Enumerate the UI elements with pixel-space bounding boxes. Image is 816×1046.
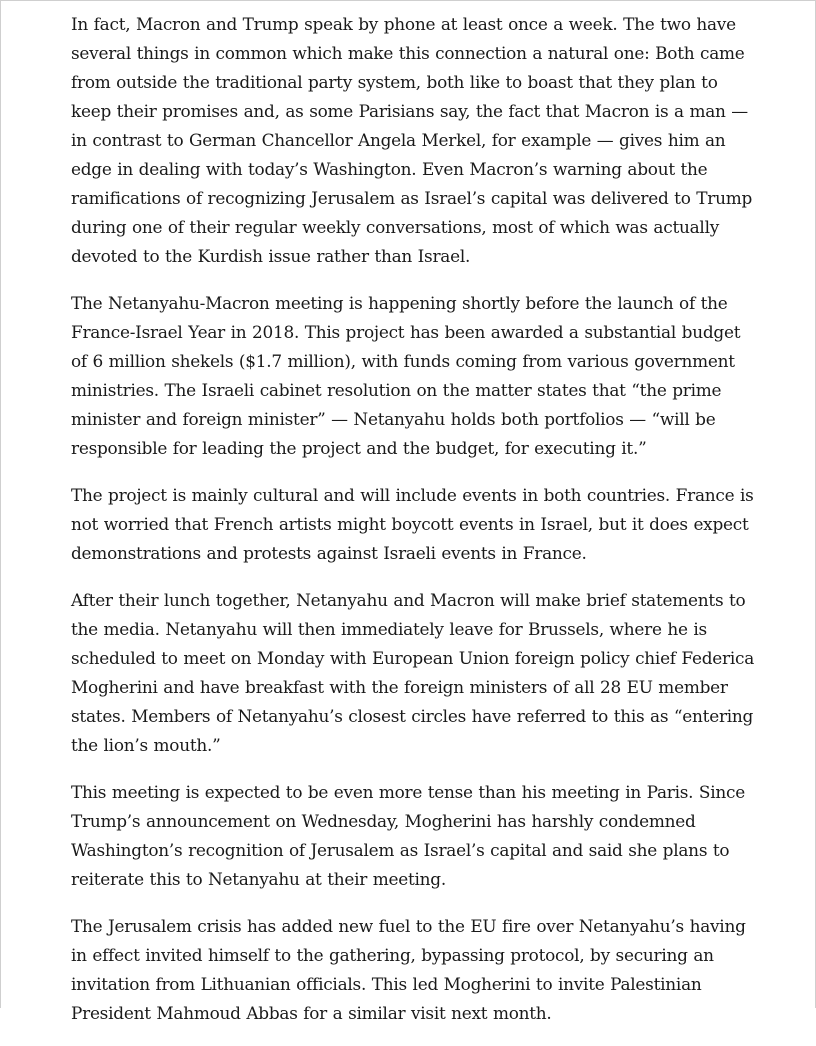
paragraph-cultural-project: The project is mainly cultural and will include events in both countries. France is not worried that French artists might boycott events in Israel, but it does expect demonstrations and protests against Israeli events in France.	[71, 485, 754, 563]
paragraph-france-israel-year: The Netanyahu-Macron meeting is happening shortly before the launch of the France-Israel Year in 2018. This project has been awarded a substantial budget of 6 million shekels ($1.7 million), with funds coming from various government ministries. The Israeli cabinet resolution on the matter states that “the prime minister and foreign minister” — Netanyahu holds both portfolios — “will be responsible for leading the project and the budget, for executing it.”	[71, 293, 741, 458]
article-body	[71, 10, 761, 1046]
paragraph-macron-trump-calls: In fact, Macron and Trump speak by phone at least once a week. The two have several things in common which make this connection a natural one: Both came from outside the traditional party system, both like to boast that they plan to keep their promises and, as some Parisians say, the fact that Macron is a man — in contrast to German Chancellor Angela Merkel, for example — gives him an edge in dealing with today’s Washington. Even Macron’s warning about the ramifications of recognizing Jerusalem as Israel’s capital was delivered to Trump during one of their regular weekly conversations, most of which was actually devoted to the Kurdish issue rather than Israel.	[71, 14, 753, 266]
paragraph-eu-fire: The Jerusalem crisis has added new fuel to the EU fire over Netanyahu’s having in effect invited himself to the gathering, bypassing protocol, by securing an invitation from Lithuanian officials. This led Mogherini to invite Palestinian President Mahmoud Abbas for a similar visit next month.	[71, 916, 746, 1023]
paragraph-brussels-trip: After their lunch together, Netanyahu and Macron will make brief statements to the media. Netanyahu will then immediately leave for Brussels, where he is scheduled to meet on Monday with European Union foreign policy chief Federica Mogherini and have breakfast with the foreign ministers of all 28 EU member states. Members of Netanyahu’s closest circles have referred to this as “entering the lion’s mouth.”	[71, 590, 755, 755]
paragraph-tense-meeting: This meeting is expected to be even more tense than his meeting in Paris. Since Trump’s announcement on Wednesday, Mogherini has harshly condemned Washington’s recognition of Jerusalem as Israel’s capital and said she plans to reiterate this to Netanyahu at their meeting.	[71, 782, 745, 889]
